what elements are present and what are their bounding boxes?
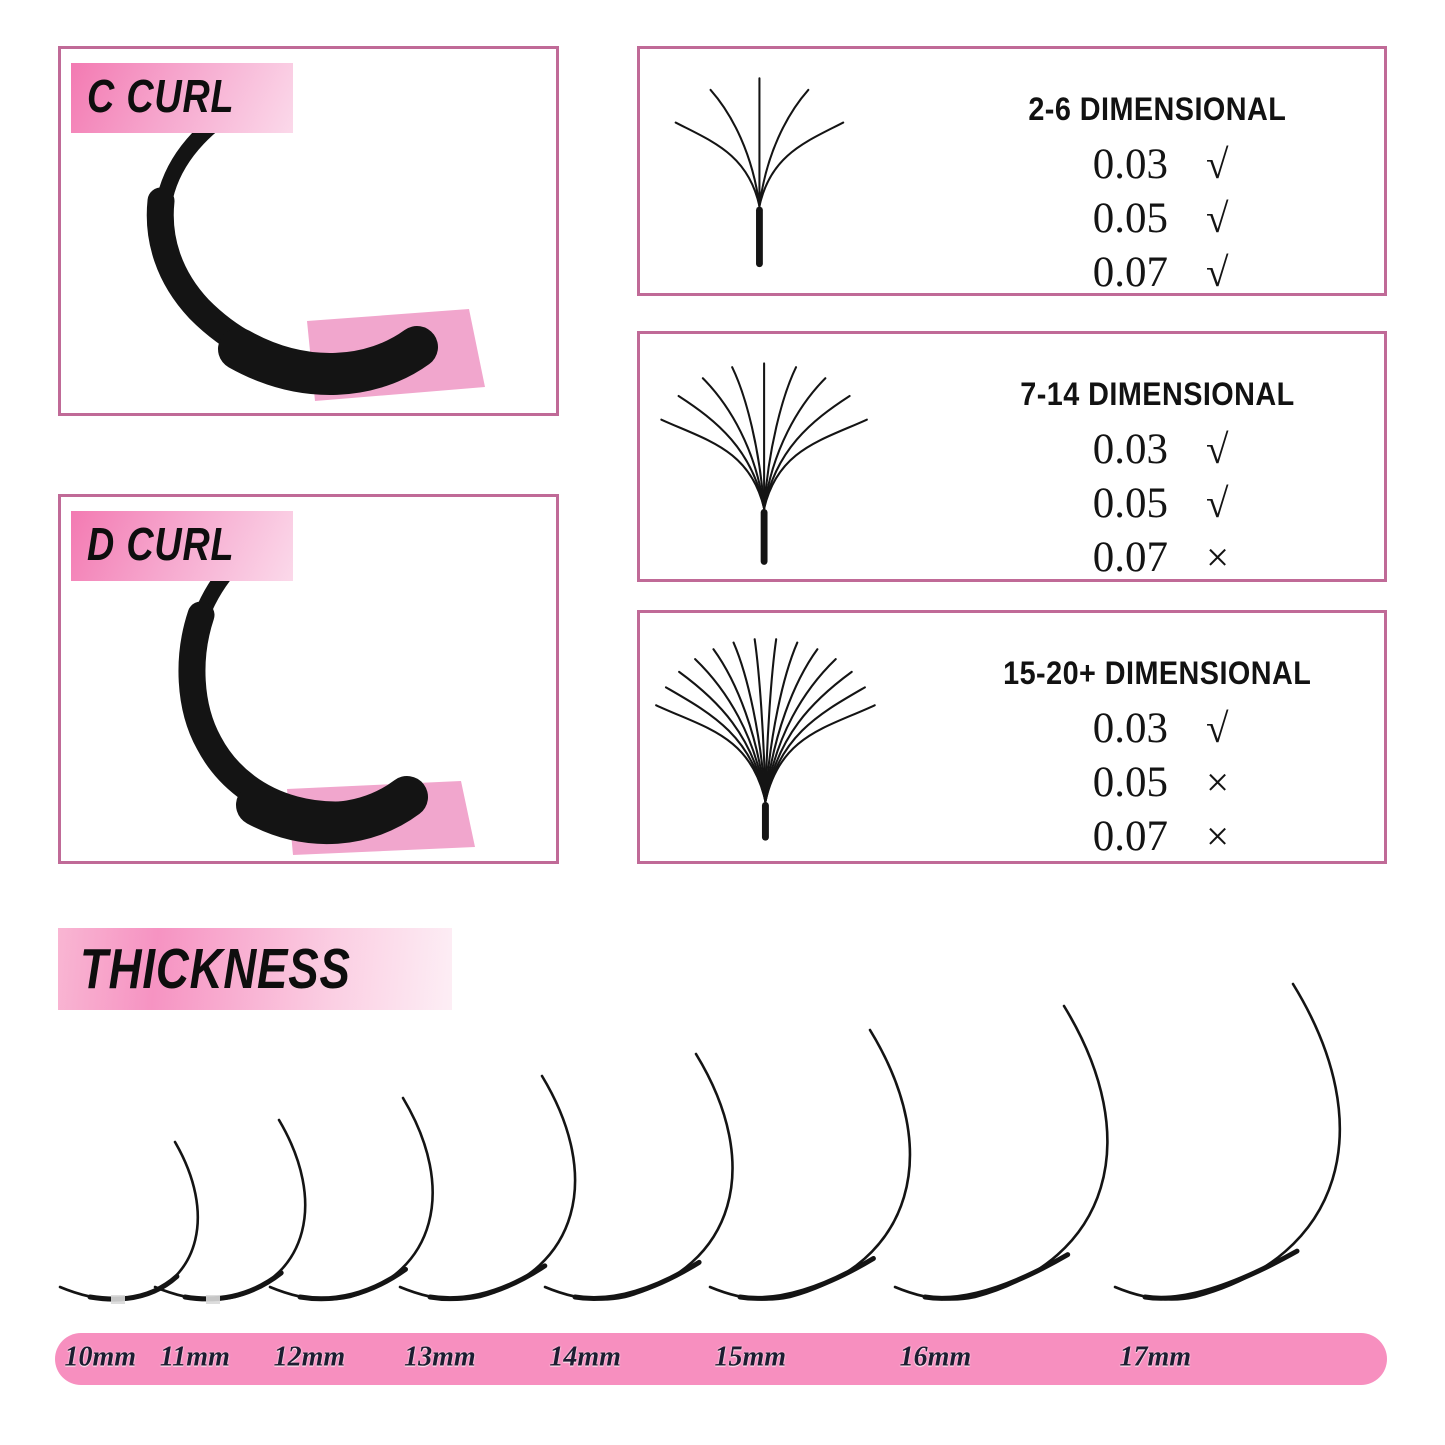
thickness-availability-list bbox=[945, 140, 1369, 302]
dimensional-card-7-14-info bbox=[945, 376, 1369, 587]
check-mark: √ bbox=[1206, 249, 1229, 295]
thickness-availability-list bbox=[945, 425, 1369, 587]
availability-row bbox=[945, 812, 1369, 866]
availability-row bbox=[945, 194, 1369, 248]
length-label-13mm: 13mm bbox=[404, 1341, 476, 1373]
length-label-11mm: 11mm bbox=[159, 1341, 230, 1373]
thickness-value: 0.03 bbox=[1092, 141, 1168, 188]
c-curl-label bbox=[71, 63, 293, 133]
dimensional-card-15-20 bbox=[637, 610, 1387, 864]
cross-mark: × bbox=[1206, 759, 1230, 805]
availability-row bbox=[945, 140, 1369, 194]
c-curl-card bbox=[58, 46, 559, 416]
dimensional-card-15-20-info bbox=[945, 655, 1369, 866]
thickness-length-bar bbox=[55, 1333, 1387, 1385]
c-curl-label-text: C CURL bbox=[87, 70, 235, 122]
length-label-15mm: 15mm bbox=[714, 1341, 787, 1373]
availability-row bbox=[945, 533, 1369, 587]
check-mark: √ bbox=[1206, 426, 1229, 472]
d-curl-card bbox=[58, 494, 559, 864]
dimensional-card-2-6 bbox=[637, 46, 1387, 296]
thickness-value: 0.03 bbox=[1092, 426, 1168, 473]
availability-row bbox=[945, 479, 1369, 533]
cross-mark: × bbox=[1206, 534, 1230, 580]
thickness-value: 0.05 bbox=[1092, 480, 1168, 527]
thickness-section-title: THICKNESS bbox=[58, 928, 452, 1010]
thickness-value: 0.03 bbox=[1092, 705, 1168, 752]
availability-row bbox=[945, 425, 1369, 479]
d-curl-label-text: D CURL bbox=[87, 518, 235, 570]
check-mark: √ bbox=[1206, 195, 1229, 241]
cross-mark: × bbox=[1206, 813, 1230, 859]
length-label-14mm: 14mm bbox=[549, 1341, 621, 1373]
thickness-availability-list bbox=[945, 704, 1369, 866]
thickness-value: 0.07 bbox=[1092, 534, 1168, 581]
availability-row bbox=[945, 704, 1369, 758]
check-mark: √ bbox=[1206, 705, 1229, 751]
length-label-16mm: 16mm bbox=[899, 1341, 972, 1373]
thickness-value: 0.07 bbox=[1092, 249, 1168, 296]
length-label-17mm: 17mm bbox=[1119, 1341, 1191, 1373]
dimensional-card-7-14-title: 7-14 DIMENSIONAL bbox=[1019, 376, 1295, 412]
availability-row bbox=[945, 758, 1369, 812]
length-label-10mm: 10mm bbox=[64, 1341, 137, 1373]
dimensional-card-2-6-title: 2-6 DIMENSIONAL bbox=[1028, 91, 1286, 127]
check-mark: √ bbox=[1206, 480, 1229, 526]
check-mark: √ bbox=[1206, 141, 1229, 187]
thickness-value: 0.05 bbox=[1092, 759, 1168, 806]
d-curl-label bbox=[71, 511, 293, 581]
lash-fan-image-7-14 bbox=[648, 336, 988, 581]
thickness-lash-curves-image bbox=[0, 975, 1445, 1333]
dimensional-card-7-14 bbox=[637, 331, 1387, 582]
lash-fan-image-15-20 bbox=[648, 615, 988, 863]
dimensional-card-2-6-info bbox=[945, 91, 1369, 302]
dimensional-card-15-20-title: 15-20+ DIMENSIONAL bbox=[1002, 655, 1312, 691]
lash-fan-image-2-6 bbox=[648, 51, 988, 295]
availability-row bbox=[945, 248, 1369, 302]
thickness-value: 0.05 bbox=[1092, 195, 1168, 242]
thickness-value: 0.07 bbox=[1092, 813, 1168, 860]
length-label-12mm: 12mm bbox=[273, 1341, 346, 1373]
